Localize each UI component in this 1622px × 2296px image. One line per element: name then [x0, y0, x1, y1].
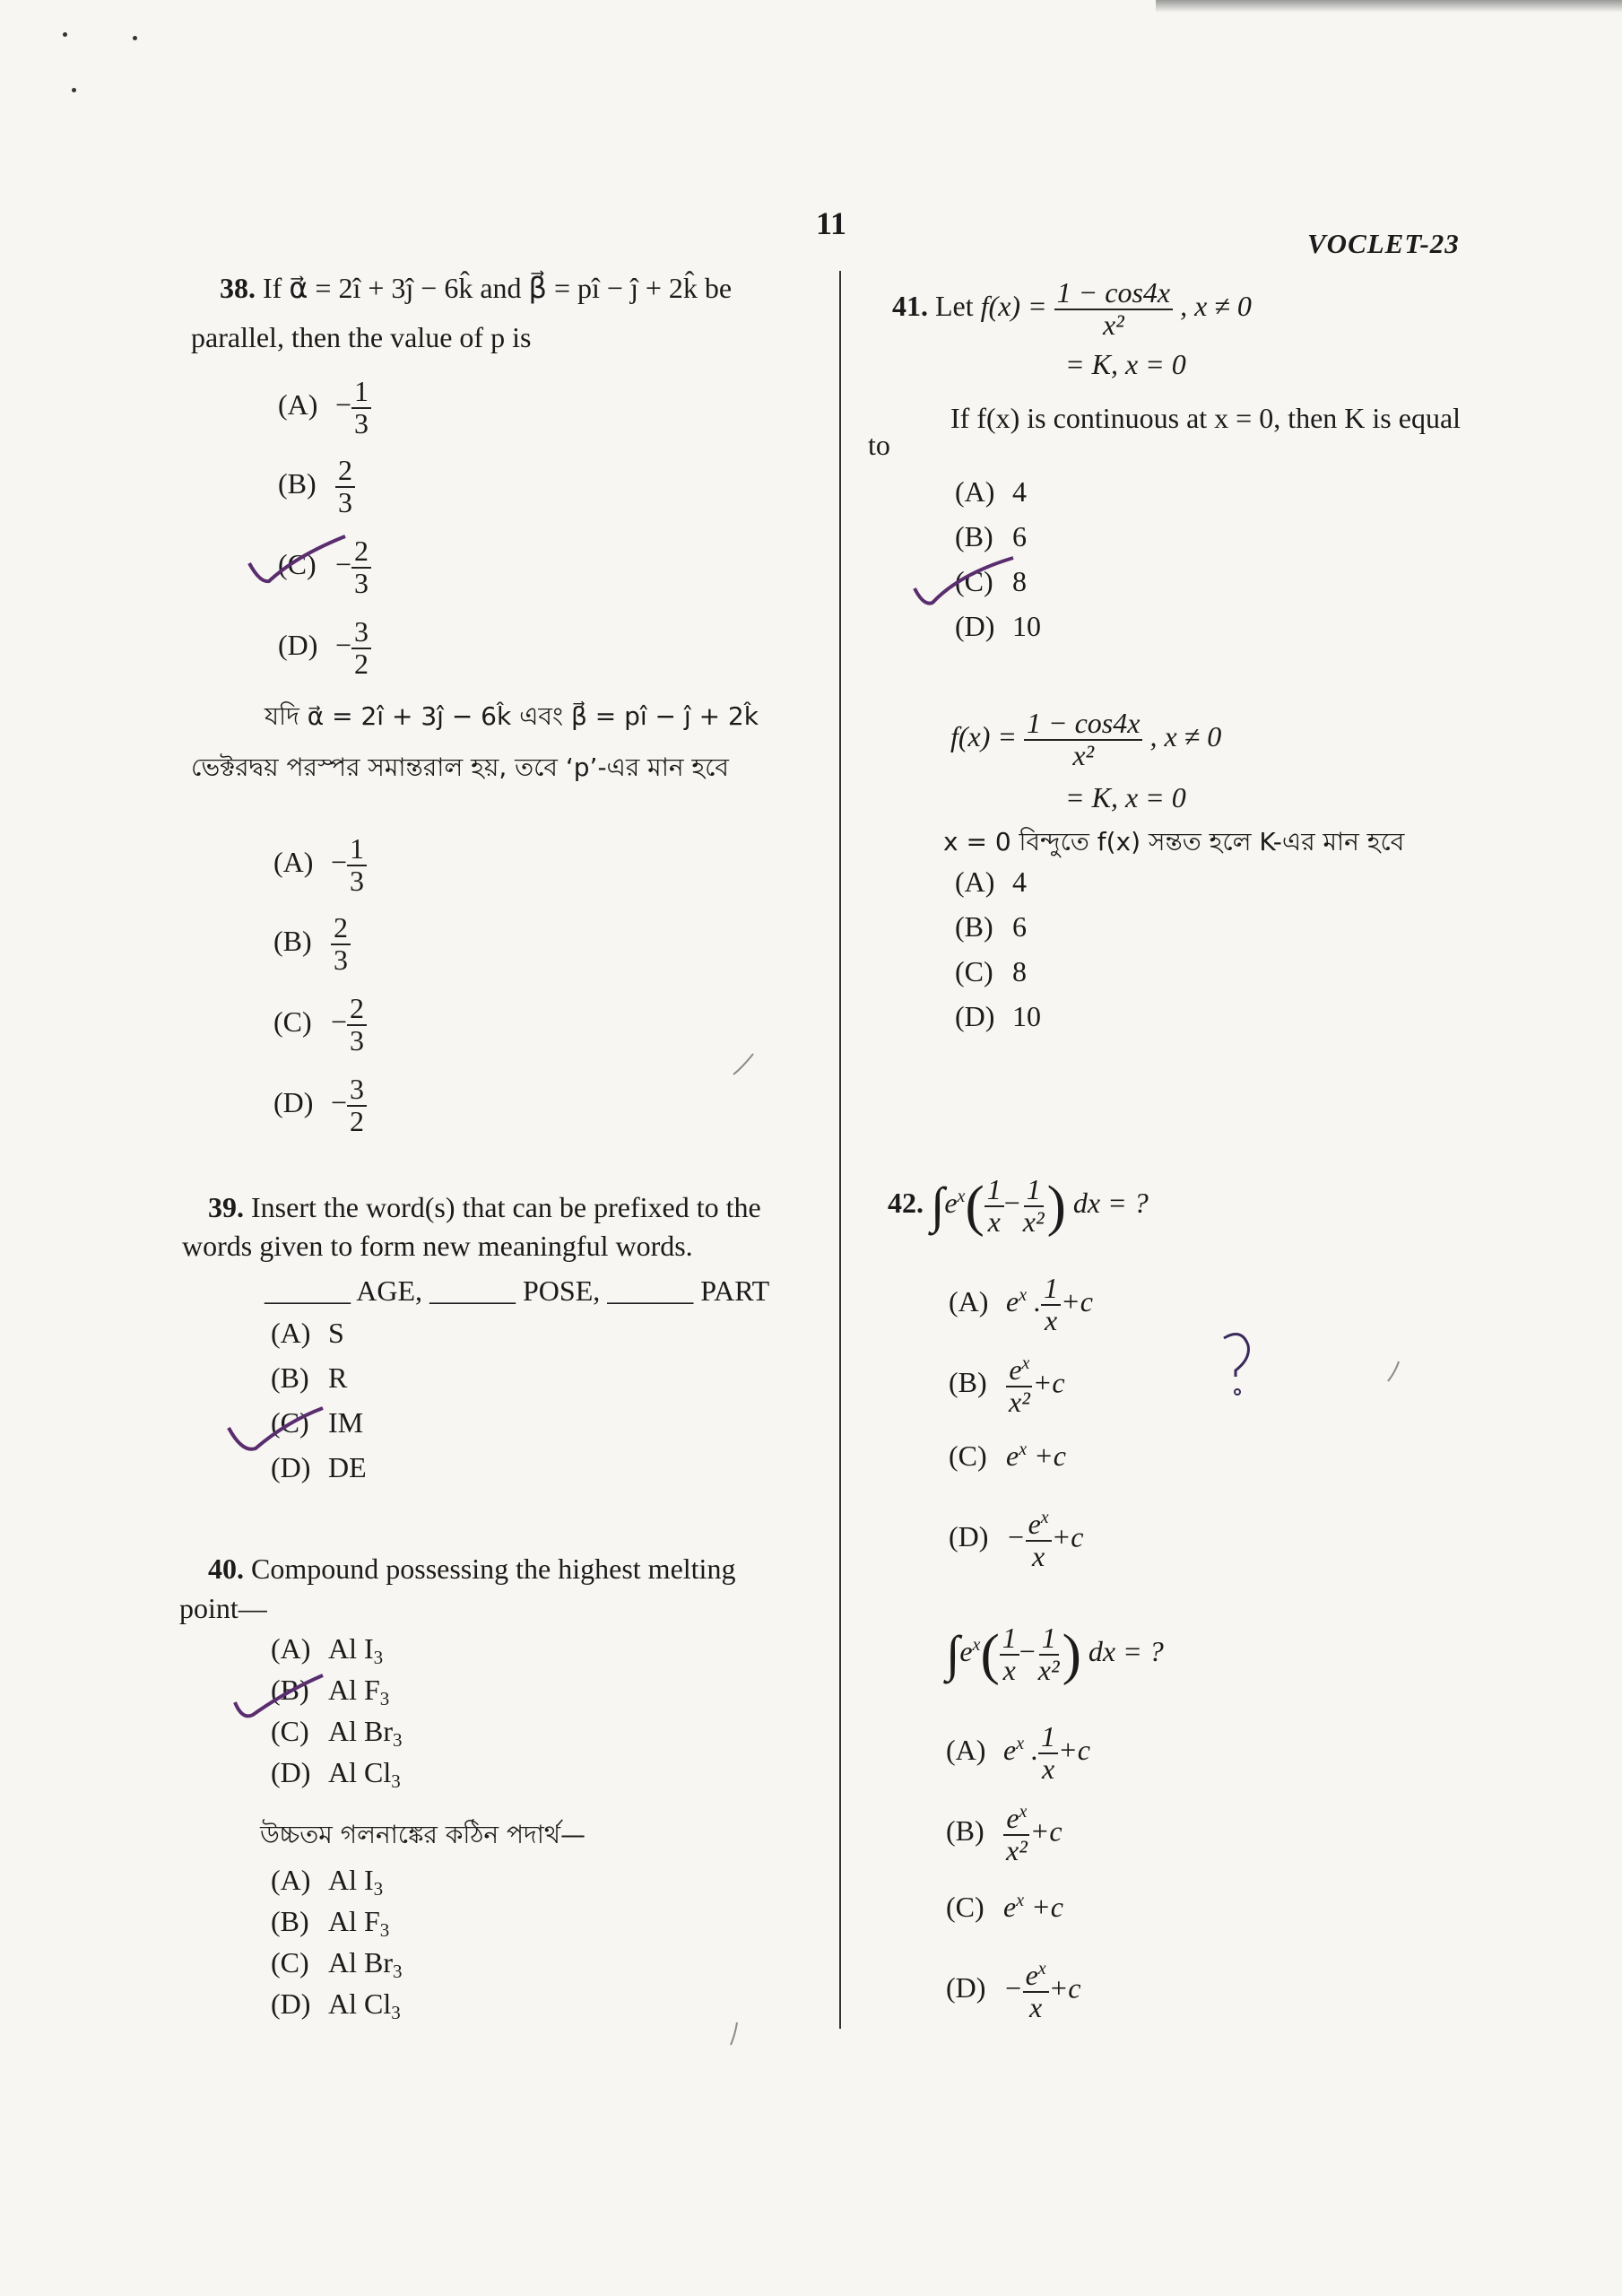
option-b: (B) Al $F_3$: [271, 1905, 390, 1941]
question-number: 42.: [888, 1186, 924, 1219]
fraction: $\frac{1 - \cos 4x}{\text{x²}}$: [1024, 709, 1142, 770]
question-38: [220, 269, 732, 307]
option-a: (A) − $\frac{1}{3}$: [278, 377, 371, 439]
option-d: (D) − $\frac{e^x}{x}$ +c: [946, 1959, 1081, 2023]
option-a: (A) Al $I_3$: [271, 1632, 384, 1668]
question-41-line4: to: [868, 429, 890, 461]
question-42: 42. $\int e^x$( $\frac{1}{x}$ − $\frac{1}{\text{x²}}$ ) dx = ?: [888, 1173, 1149, 1238]
option-c: (C) $e^x +c$: [946, 1891, 1063, 1923]
option-c: (C) 8: [955, 565, 1027, 597]
column-divider: [839, 271, 841, 2029]
option-d: (D) − $\frac{3}{2}$: [278, 617, 371, 679]
option-b: (B) 6: [955, 520, 1027, 552]
question-41-line2: = K, x = 0: [1065, 348, 1186, 380]
option-b: (B) $\frac{2}{3}$: [278, 456, 355, 517]
option-d: (D) Al $Cl_3$: [271, 1987, 401, 2023]
option-c: (C) − $\frac{2}{3}$: [278, 536, 371, 598]
question-39: [208, 1188, 761, 1226]
option-a: (A) 4: [955, 865, 1027, 898]
page-number: 11: [816, 205, 847, 241]
question-41-bengali: x = 0 বিন্দুতে f(x) সন্তত হলে K-এর মান হবে: [943, 827, 1405, 857]
option-d: (D) − $\frac{3}{2}$: [273, 1074, 367, 1136]
option-b: (B) $\frac{e^x}{\text{x²}}$ +c: [946, 1802, 1063, 1866]
question-41: 41. Let f(x) = $\frac{1 - \cos 4x}{\text{x²}}$ , x ≠ 0: [892, 276, 1252, 341]
scan-speck: [63, 32, 67, 37]
question-mark-icon: [1224, 1335, 1248, 1378]
option-b: (B) $\frac{2}{3}$: [273, 913, 351, 975]
question-number: 39.: [208, 1191, 244, 1223]
question-text: Compound possessing the highest melting: [251, 1552, 736, 1585]
exam-code: VOCLET-23: [1307, 228, 1460, 259]
scan-speck: [133, 36, 137, 40]
question-number: 38.: [220, 272, 256, 304]
option-c: (C) Al $Br_3$: [271, 1715, 403, 1751]
scan-edge-shadow: [1156, 0, 1622, 13]
fraction: $\frac{1 - \cos 4x}{\text{x²}}$: [1054, 278, 1173, 340]
question-38-line2: parallel, then the value of p is: [191, 321, 532, 353]
option-a: (A) S: [271, 1317, 344, 1349]
option-d: (D) Al $Cl_3$: [271, 1756, 401, 1792]
question-number: 40.: [208, 1552, 244, 1585]
dot-icon: [1235, 1389, 1240, 1395]
question-38-bengali-line1: যদি α⃗ = 2î + 3ĵ − 6k̂ এবং β⃗ = pî − ĵ + 2k̂: [265, 701, 759, 731]
option-b: (B) $\frac{e^x}{\text{x²}}$ +c: [949, 1353, 1065, 1418]
question-41-line3: If f(x) is continuous at x = 0, then K is equal: [950, 402, 1462, 434]
question-39-blanks: ______ AGE, ______ POSE, ______ PART: [265, 1274, 770, 1307]
option-c: (C) 8: [955, 955, 1027, 987]
option-c: (C) Al $Br_3$: [271, 1946, 403, 1982]
option-a: (A) $e^x$ . $\frac{1}{x}$ +c: [949, 1272, 1093, 1336]
scan-speck: [72, 88, 76, 92]
pencil-tick-icon: [733, 1054, 753, 1074]
option-d: (D) DE: [271, 1451, 367, 1483]
option-d: (D) 10: [955, 1000, 1041, 1032]
question-text: Insert the word(s) that can be prefixed to the: [251, 1191, 761, 1223]
option-d: (D) − $\frac{e^x}{x}$ +c: [949, 1508, 1084, 1572]
option-b: (B) Al $F_3$: [271, 1674, 390, 1709]
option-c: (C) IM: [271, 1406, 364, 1439]
question-38-bengali-line2: ভেক্টরদ্বয় পরস্পর সমান্তরাল হয়, তবে ‘p’-এর মান হবে: [191, 752, 729, 782]
question-42-bengali-integral: $\int e^x$( $\frac{1}{x}$ − $\frac{1}{\text{x²}}$ ) dx = ?: [946, 1622, 1164, 1686]
option-c: (C) − $\frac{2}{3}$: [273, 994, 367, 1056]
option-a: (A) − $\frac{1}{3}$: [273, 834, 367, 896]
question-41-bn-line2: = K, x = 0: [1065, 781, 1186, 813]
option-a: (A) 4: [955, 475, 1027, 508]
option-a: (A) Al $I_3$: [271, 1864, 384, 1900]
question-39-line2: words given to form new meaningful words.: [182, 1230, 693, 1262]
option-b: (B) R: [271, 1361, 348, 1394]
pencil-tick-icon: [731, 2022, 737, 2045]
option-d: (D) 10: [955, 610, 1041, 642]
question-40-line2: point—: [179, 1592, 267, 1624]
option-b: (B) 6: [955, 910, 1027, 943]
question-40: [208, 1550, 735, 1587]
option-c: (C) $e^x +c$: [949, 1439, 1066, 1472]
question-text: If α⃗ = 2î + 3ĵ − 6k̂ and β⃗ = pî − ĵ + 2k̂ be: [263, 272, 733, 304]
pencil-tick-icon: [1388, 1361, 1399, 1381]
question-number: 41.: [892, 289, 928, 322]
option-a: (A) $e^x$ . $\frac{1}{x}$ +c: [946, 1720, 1090, 1785]
question-41-bn-function: f(x) = $\frac{1 - \cos 4x}{\text{x²}}$ , x ≠ 0: [950, 707, 1222, 771]
question-40-bengali: উচ্চতম গলনাঙ্কের কঠিন পদার্থ—: [260, 1820, 585, 1849]
